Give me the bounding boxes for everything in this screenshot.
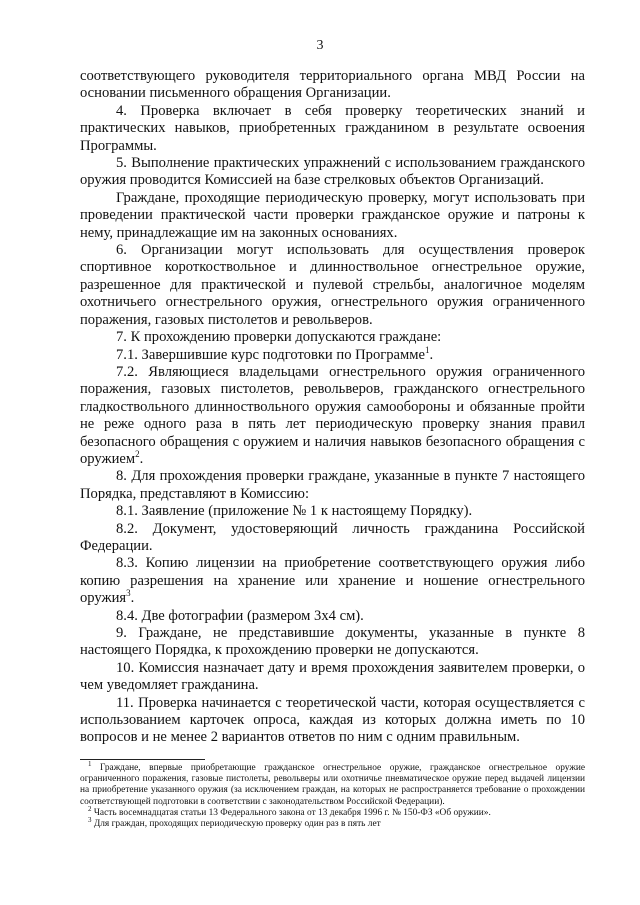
paragraph bbox=[80, 242, 585, 329]
paragraph-text: Граждане, проходящие периодическую проверку, могут использовать при проведении практической части проверки гражданское оружие и патроны к нему, принадлежащие им на законных основаниях. bbox=[80, 189, 585, 241]
document-body bbox=[80, 68, 585, 747]
footnote-mark: 3 bbox=[88, 815, 92, 824]
paragraph-text: 7. К прохождению проверки допускаются граждане: bbox=[116, 329, 442, 346]
paragraph bbox=[80, 625, 585, 660]
paragraph-text: 6. Организации могут использовать для осуществления проверок спортивное короткоствольное и длинноствольное огнестрельное оружие, разрешенное для практической и пулевой стрельбы, аналогичное моделям охотничьего огнестрельного оружия, огнестрельного оружия ограниченного поражения, газовых пистолетов и револьверов. bbox=[80, 242, 585, 328]
paragraph-text: 10. Комиссия назначает дату и время прохождения заявителем проверки, о чем уведомляет гражданина. bbox=[80, 659, 585, 694]
paragraph bbox=[80, 695, 585, 747]
paragraph-text: 11. Проверка начинается с теоретической части, которая осуществляется с использованием карточек опроса, каждая из которых должна иметь по 10 вопросов и не менее 2 вариантов ответов по ним с одним правильным. bbox=[80, 694, 585, 746]
paragraph bbox=[80, 521, 585, 556]
paragraph-text: 5. Выполнение практических упражнений с использованием гражданского оружия проводится Комиссией на базе стрелковых объектов Организаций. bbox=[80, 155, 585, 189]
paragraph-text: 8.2. Документ, удостоверяющий личность гражданина Российской Федерации. bbox=[80, 520, 585, 554]
paragraph bbox=[80, 608, 585, 625]
paragraph bbox=[80, 503, 585, 520]
footnote-text: Граждане, впервые приобретающие гражданское огнестрельное оружие, гражданское огнестрельное оружие ограниченного поражения, газовые пистолеты, револьверы или охотничье пневматическое оружие перед выдачей лицензии на приобретение указанного оружия (за исключением граждан, на которых не распространяется требование о прохождении соответствующей подготовки в соответствии с законодательством Российской Федерации). bbox=[80, 763, 585, 807]
footnote bbox=[80, 815, 585, 830]
footnote-ref: 3 bbox=[126, 588, 131, 599]
paragraph bbox=[80, 68, 585, 103]
paragraph bbox=[80, 660, 585, 695]
paragraph-tail: . bbox=[130, 590, 135, 607]
paragraph-text: 7.1. Завершившие курс подготовки по Программе bbox=[116, 346, 425, 363]
paragraph bbox=[80, 364, 585, 468]
footnote-separator bbox=[80, 759, 205, 760]
footnote bbox=[80, 804, 585, 819]
paragraph-text: 8. Для прохождения проверки граждане, указанные в пункте 7 настоящего Порядка, представляют в Комиссию: bbox=[80, 468, 585, 502]
paragraph bbox=[80, 344, 585, 364]
paragraph-text: 7.2. Являющиеся владельцами огнестрельного оружия ограниченного поражения, газовых пистолетов, револьверов, гражданского огнестрельного гладкоствольного длинноствольного оружия самообороны и обязанные пройти не реже одного раза в пять лет периодическую проверку знания правил безопасного обращения с оружием и наличия навыков безопасного обращения с оружием bbox=[80, 363, 585, 467]
footnote-ref: 1 bbox=[424, 344, 430, 355]
paragraph bbox=[80, 103, 585, 155]
paragraph-tail: . bbox=[139, 450, 144, 467]
paragraph-text: 8.1. Заявление (приложение № 1 к настоящему Порядку). bbox=[116, 503, 473, 520]
footnote-ref: 2 bbox=[135, 449, 140, 460]
paragraph-text: соответствующего руководителя территориального органа МВД России на основании письменного обращения Организации. bbox=[80, 68, 585, 102]
paragraph-text: 4. Проверка включает в себя проверку теоретических знаний и практических навыков, приобретенных гражданином в результате освоения Программы. bbox=[80, 102, 585, 154]
footnotes bbox=[80, 759, 585, 830]
footnote-mark: 2 bbox=[88, 804, 92, 813]
footnote-text: Для граждан, проходящих периодическую проверку один раз в пять лет bbox=[93, 819, 381, 830]
paragraph-text: 8.3. Копию лицензии на приобретение соответствующего оружия либо копию разрешения на хранение или хранение и ношение огнестрельного оружия bbox=[80, 555, 585, 607]
paragraph bbox=[80, 468, 585, 503]
paragraph bbox=[80, 329, 585, 346]
footnote-text: Часть восемнадцатая статьи 13 Федерального закона от 13 декабря 1996 г. № 150-ФЗ «Об оружии». bbox=[93, 807, 491, 818]
paragraph-text: 9. Граждане, не представившие документы, указанные в пункте 8 настоящего Порядка, к прохождению проверки не допускаются. bbox=[80, 625, 585, 659]
footnote bbox=[80, 759, 585, 808]
paragraph bbox=[80, 190, 585, 242]
paragraph-tail: . bbox=[429, 346, 434, 363]
footnote-mark: 1 bbox=[88, 759, 92, 768]
page-number: 3 bbox=[316, 38, 324, 53]
paragraph-text: 8.4. Две фотографии (размером 3х4 см). bbox=[116, 607, 364, 624]
paragraph bbox=[80, 155, 585, 190]
paragraph bbox=[80, 555, 585, 607]
